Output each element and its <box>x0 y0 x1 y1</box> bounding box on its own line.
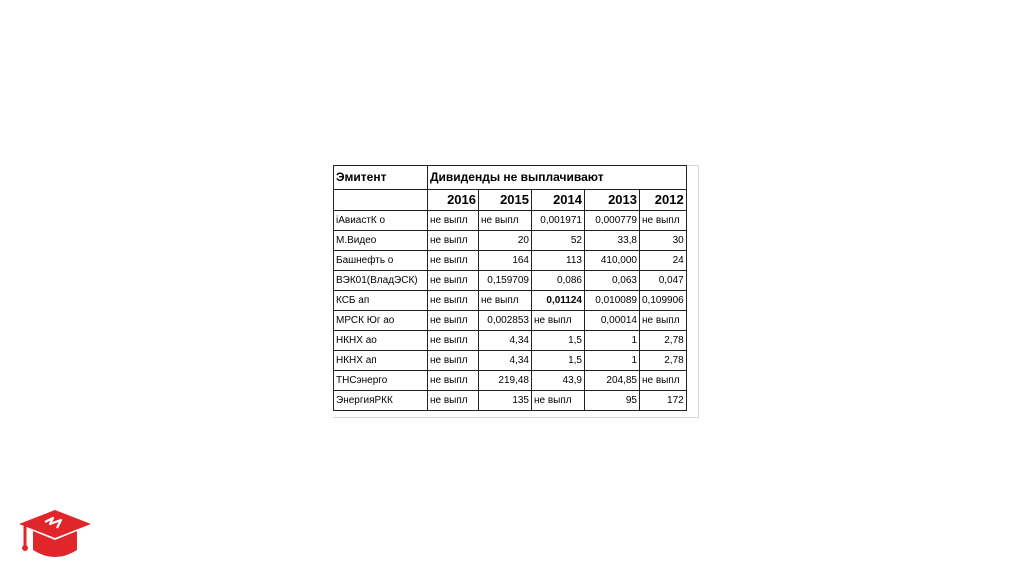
value-cell: 410,000 <box>585 251 640 271</box>
value-cell: 219,48 <box>479 371 532 391</box>
year-2013: 2013 <box>585 190 640 211</box>
emitent-name: НКНХ ао <box>334 331 428 351</box>
value-cell: 0,001971 <box>532 211 585 231</box>
value-cell: 0,002853 <box>479 311 532 331</box>
value-cell: 1,5 <box>532 331 585 351</box>
emitent-name: iАвиастК о <box>334 211 428 231</box>
value-cell: не выпл <box>479 291 532 311</box>
value-cell: 2,78 <box>640 331 687 351</box>
value-cell: 52 <box>532 231 585 251</box>
value-cell: не выпл <box>428 251 479 271</box>
value-cell: 0,00014 <box>585 311 640 331</box>
emitent-name: ЭнергияРКК <box>334 391 428 411</box>
table-row <box>334 331 687 351</box>
table-row <box>334 311 687 331</box>
year-2014: 2014 <box>532 190 585 211</box>
value-cell: 0,159709 <box>479 271 532 291</box>
value-cell: не выпл <box>428 231 479 251</box>
value-cell: 24 <box>640 251 687 271</box>
emitent-name: ВЭК01(ВладЭСК) <box>334 271 428 291</box>
value-cell: 204,85 <box>585 371 640 391</box>
value-cell: 0,010089 <box>585 291 640 311</box>
value-cell: 0,000779 <box>585 211 640 231</box>
value-cell: 164 <box>479 251 532 271</box>
value-cell: не выпл <box>428 331 479 351</box>
value-cell: 0,01124 <box>532 291 585 311</box>
table-row <box>334 371 687 391</box>
table-row <box>334 291 687 311</box>
year-2015: 2015 <box>479 190 532 211</box>
value-cell: 0,109906 <box>640 291 687 311</box>
value-cell: 20 <box>479 231 532 251</box>
year-2016: 2016 <box>428 190 479 211</box>
value-cell: 113 <box>532 251 585 271</box>
year-2012: 2012 <box>640 190 687 211</box>
emitent-header: Эмитент <box>334 166 428 190</box>
emitent-name: М.Видео <box>334 231 428 251</box>
graduation-cap-logo-icon <box>17 506 93 562</box>
value-cell: не выпл <box>428 371 479 391</box>
value-cell: 0,047 <box>640 271 687 291</box>
value-cell: 4,34 <box>479 331 532 351</box>
emitent-name: НКНХ ап <box>334 351 428 371</box>
blank-cell <box>334 190 428 211</box>
value-cell: не выпл <box>479 211 532 231</box>
value-cell: 95 <box>585 391 640 411</box>
value-cell: не выпл <box>532 391 585 411</box>
value-cell: не выпл <box>428 211 479 231</box>
table-row <box>334 211 687 231</box>
value-cell: не выпл <box>532 311 585 331</box>
value-cell: не выпл <box>640 311 687 331</box>
value-cell: 1 <box>585 351 640 371</box>
value-cell: 1,5 <box>532 351 585 371</box>
value-cell: не выпл <box>428 391 479 411</box>
table-row <box>334 231 687 251</box>
table-row <box>334 391 687 411</box>
value-cell: 4,34 <box>479 351 532 371</box>
emitent-name: ТНСэнерго <box>334 371 428 391</box>
value-cell: не выпл <box>640 371 687 391</box>
value-cell: 0,063 <box>585 271 640 291</box>
value-cell: не выпл <box>428 291 479 311</box>
value-cell: 0,086 <box>532 271 585 291</box>
value-cell: не выпл <box>428 271 479 291</box>
value-cell: 30 <box>640 231 687 251</box>
table-row <box>334 251 687 271</box>
emitent-name: Башнефть о <box>334 251 428 271</box>
value-cell: 135 <box>479 391 532 411</box>
dividends-table <box>333 165 687 411</box>
emitent-name: КСБ ап <box>334 291 428 311</box>
table-row <box>334 271 687 291</box>
dividends-sheet <box>333 165 699 418</box>
value-cell: 43,9 <box>532 371 585 391</box>
value-cell: 33,8 <box>585 231 640 251</box>
value-cell: не выпл <box>640 211 687 231</box>
value-cell: не выпл <box>428 351 479 371</box>
value-cell: 1 <box>585 331 640 351</box>
value-cell: 2,78 <box>640 351 687 371</box>
emitent-name: МРСК Юг ао <box>334 311 428 331</box>
value-cell: не выпл <box>428 311 479 331</box>
dividends-header: Дивиденды не выплачивают <box>428 166 687 190</box>
years-row <box>334 190 687 211</box>
value-cell: 172 <box>640 391 687 411</box>
header-row <box>334 166 687 190</box>
table-row <box>334 351 687 371</box>
